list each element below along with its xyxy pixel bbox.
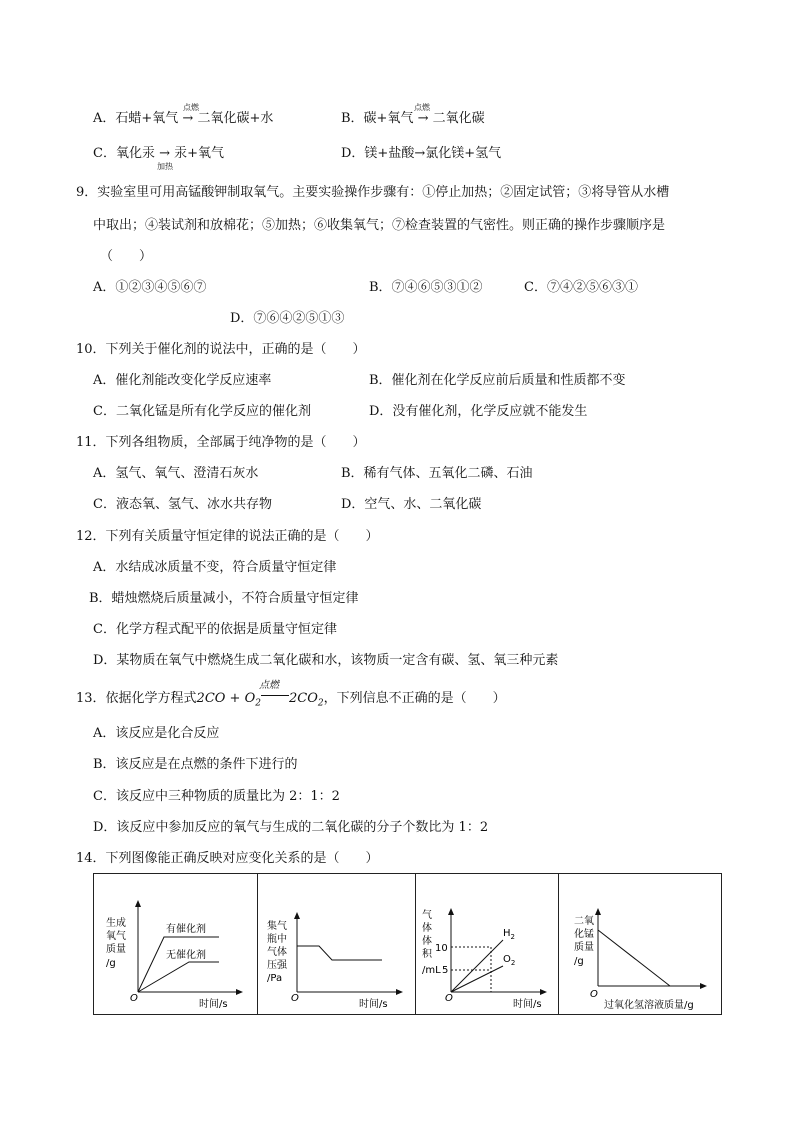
g3-xlabel: 时间/s (513, 999, 542, 1010)
q13-eq-right-sub: 2 (317, 698, 324, 709)
g1-x-arrow (236, 989, 243, 995)
q13-eq-right: 2CO (288, 691, 318, 706)
q14-graphs-table (93, 873, 722, 1015)
q13-eq-left-sub: 2 (255, 698, 261, 709)
q8-option-a: A．石蜡+氧气 → 二氧化碳+水 (93, 111, 274, 126)
q10-option-c: C．二氧化锰是所有化学反应的催化剂 (93, 404, 311, 419)
q13-option-b: B．该反应是在点燃的条件下进行的 (93, 757, 298, 772)
q14-stem: 14．下列图像能正确反映对应变化关系的是（ ） (76, 851, 379, 866)
g1-origin: O (130, 993, 138, 1004)
q8-option-c: C．氧化汞 → 汞+氧气 (93, 146, 224, 161)
q13-stem (76, 691, 506, 712)
q10-option-b: B．催化剂在化学反应前后质量和性质都不变 (369, 373, 626, 388)
g1-line-catalyst (138, 937, 219, 992)
q8-option-d: D．镁+盐酸→氯化镁+氢气 (341, 146, 502, 161)
g3-ylabel-1: 气 (422, 910, 432, 921)
g1-label-catalyst: 有催化剂 (166, 924, 206, 935)
g4-origin: O (590, 989, 598, 1000)
g2-ylabel-4: 压强 (267, 960, 287, 971)
q9-stem-line1: 9．实验室里可用高锰酸钾制取氧气。主要实验操作步骤有：①停止加热；②固定试管；③将导管从水槽 (76, 185, 670, 200)
g2-x-arrow (396, 989, 403, 995)
g2-origin: O (291, 993, 299, 1004)
g3-x-arrow (540, 989, 547, 995)
q9-stem-line3: （ ） (100, 249, 153, 264)
g1-ylabel-3: 质量 (106, 944, 126, 955)
q11-option-b: B．稀有气体、五氧化二磷、石油 (341, 466, 533, 481)
g3-label-o2: $O_2$ (503, 954, 516, 967)
q13-stem-pre: 13．依据化学方程式 (76, 691, 197, 706)
q11-option-c: C．液态氧、氢气、冰水共存物 (93, 497, 272, 512)
q14-graph-4 (558, 874, 721, 1014)
g2-ylabel-5: /Pa (267, 973, 283, 984)
q8-a-condition: 点燃 (183, 103, 199, 112)
q14-graph-2 (257, 874, 416, 1014)
q13-option-c: C．该反应中三种物质的质量比为 2：1：2 (93, 789, 340, 804)
q10-option-d: D．没有催化剂，化学反应就不能发生 (369, 404, 588, 419)
g3-label-h2: $H_2$ (503, 928, 515, 941)
g3-origin: O (445, 993, 453, 1004)
g3-y-arrow (448, 908, 454, 915)
g4-xlabel: 过氧化氢溶液质量/g (604, 1000, 694, 1011)
g1-label-nocatalyst: 无催化剂 (166, 950, 206, 961)
q9-option-d: D．⑦⑥④②⑤①③ (230, 311, 345, 326)
q9-option-a: A．①②③④⑤⑥⑦ (93, 280, 207, 295)
g3-ylabel-4: 积 (422, 949, 432, 960)
g2-y-arrow (294, 912, 300, 919)
q12-stem: 12．下列有关质量守恒定律的说法正确的是（ ） (76, 529, 379, 544)
g4-ylabel-3: 质量 (574, 942, 594, 953)
g3-tick-5: 5 (442, 965, 449, 976)
q14-graph-1 (94, 874, 258, 1014)
q13-option-d: D．该反应中参加反应的氧气与生成的二氧化碳的分子个数比为 1：2 (93, 820, 489, 835)
g2-xlabel: 时间/s (359, 999, 388, 1010)
q11-option-d: D．空气、水、二氧化碳 (341, 497, 482, 512)
q8-option-b: B．碳+氧气 → 二氧化碳 (341, 111, 485, 126)
g3-line-h2 (451, 940, 503, 992)
q11-stem: 11．下列各组物质，全部属于纯净物的是（ ） (76, 435, 366, 450)
q8-b-condition: 点燃 (414, 103, 430, 112)
g1-ylabel-1: 生成 (106, 918, 126, 929)
graph-3-svg (415, 874, 558, 1014)
q10-option-a: A．催化剂能改变化学反应速率 (93, 373, 272, 388)
g1-ylabel-4: /g (106, 958, 116, 969)
q13-option-a: A．该反应是化合反应 (93, 726, 220, 741)
g3-tick-10: 10 (435, 943, 448, 954)
q12-option-b: B．蜡烛燃烧后质量减小，不符合质量守恒定律 (89, 591, 359, 606)
graph-1-svg (94, 874, 257, 1014)
q12-option-c: C．化学方程式配平的依据是质量守恒定律 (93, 622, 337, 637)
g4-ylabel-2: 化锰 (574, 929, 594, 940)
q10-stem: 10．下列关于催化剂的说法中，正确的是（ ） (76, 342, 366, 357)
q8-c-condition: 加热 (157, 162, 173, 171)
q13-eq-left: 2CO + O (196, 691, 256, 706)
q9-stem-line2: 中取出；④装试剂和放棉花；⑤加热；⑥收集氧气；⑦检查装置的气密性。则正确的操作步骤顺序是 (93, 218, 666, 233)
q13-eq-condition: 点燃 (259, 680, 279, 691)
g2-ylabel-1: 集气 (267, 921, 287, 932)
graph-4-svg (558, 874, 721, 1014)
g4-ylabel-1: 二氧 (574, 916, 594, 927)
g4-x-arrow (700, 983, 707, 989)
g4-y-arrow (595, 908, 601, 915)
q12-option-a: A．水结成冰质量不变，符合质量守恒定律 (93, 560, 337, 575)
g1-xlabel: 时间/s (199, 999, 228, 1010)
q9-option-c: C．⑦④②⑤⑥③① (524, 280, 638, 295)
graph-2-svg (257, 874, 415, 1014)
q13-eq-arrow (261, 692, 289, 702)
q13-stem-post: ，下列信息不正确的是（ ） (323, 691, 506, 706)
g2-ylabel-3: 气体 (267, 947, 287, 958)
g4-line-mno2 (598, 930, 670, 986)
g1-ylabel-2: 氧气 (106, 931, 126, 942)
g4-ylabel-4: /g (574, 956, 584, 967)
q11-option-a: A．氢气、氧气、澄清石灰水 (93, 466, 259, 481)
g1-y-arrow (135, 900, 141, 907)
g3-ylabel-3: 体 (422, 936, 432, 947)
q9-option-b: B．⑦④⑥⑤③①② (369, 280, 483, 295)
g3-ylabel-2: 体 (422, 923, 432, 934)
g2-ylabel-2: 瓶中 (267, 934, 287, 945)
g3-ylabel-5: /mL (422, 965, 441, 976)
q12-option-d: D．某物质在氧气中燃烧生成二氧化碳和水，该物质一定含有碳、氢、氧三种元素 (93, 653, 559, 668)
g2-line-pressure (297, 946, 382, 960)
q14-graph-3 (415, 874, 559, 1014)
